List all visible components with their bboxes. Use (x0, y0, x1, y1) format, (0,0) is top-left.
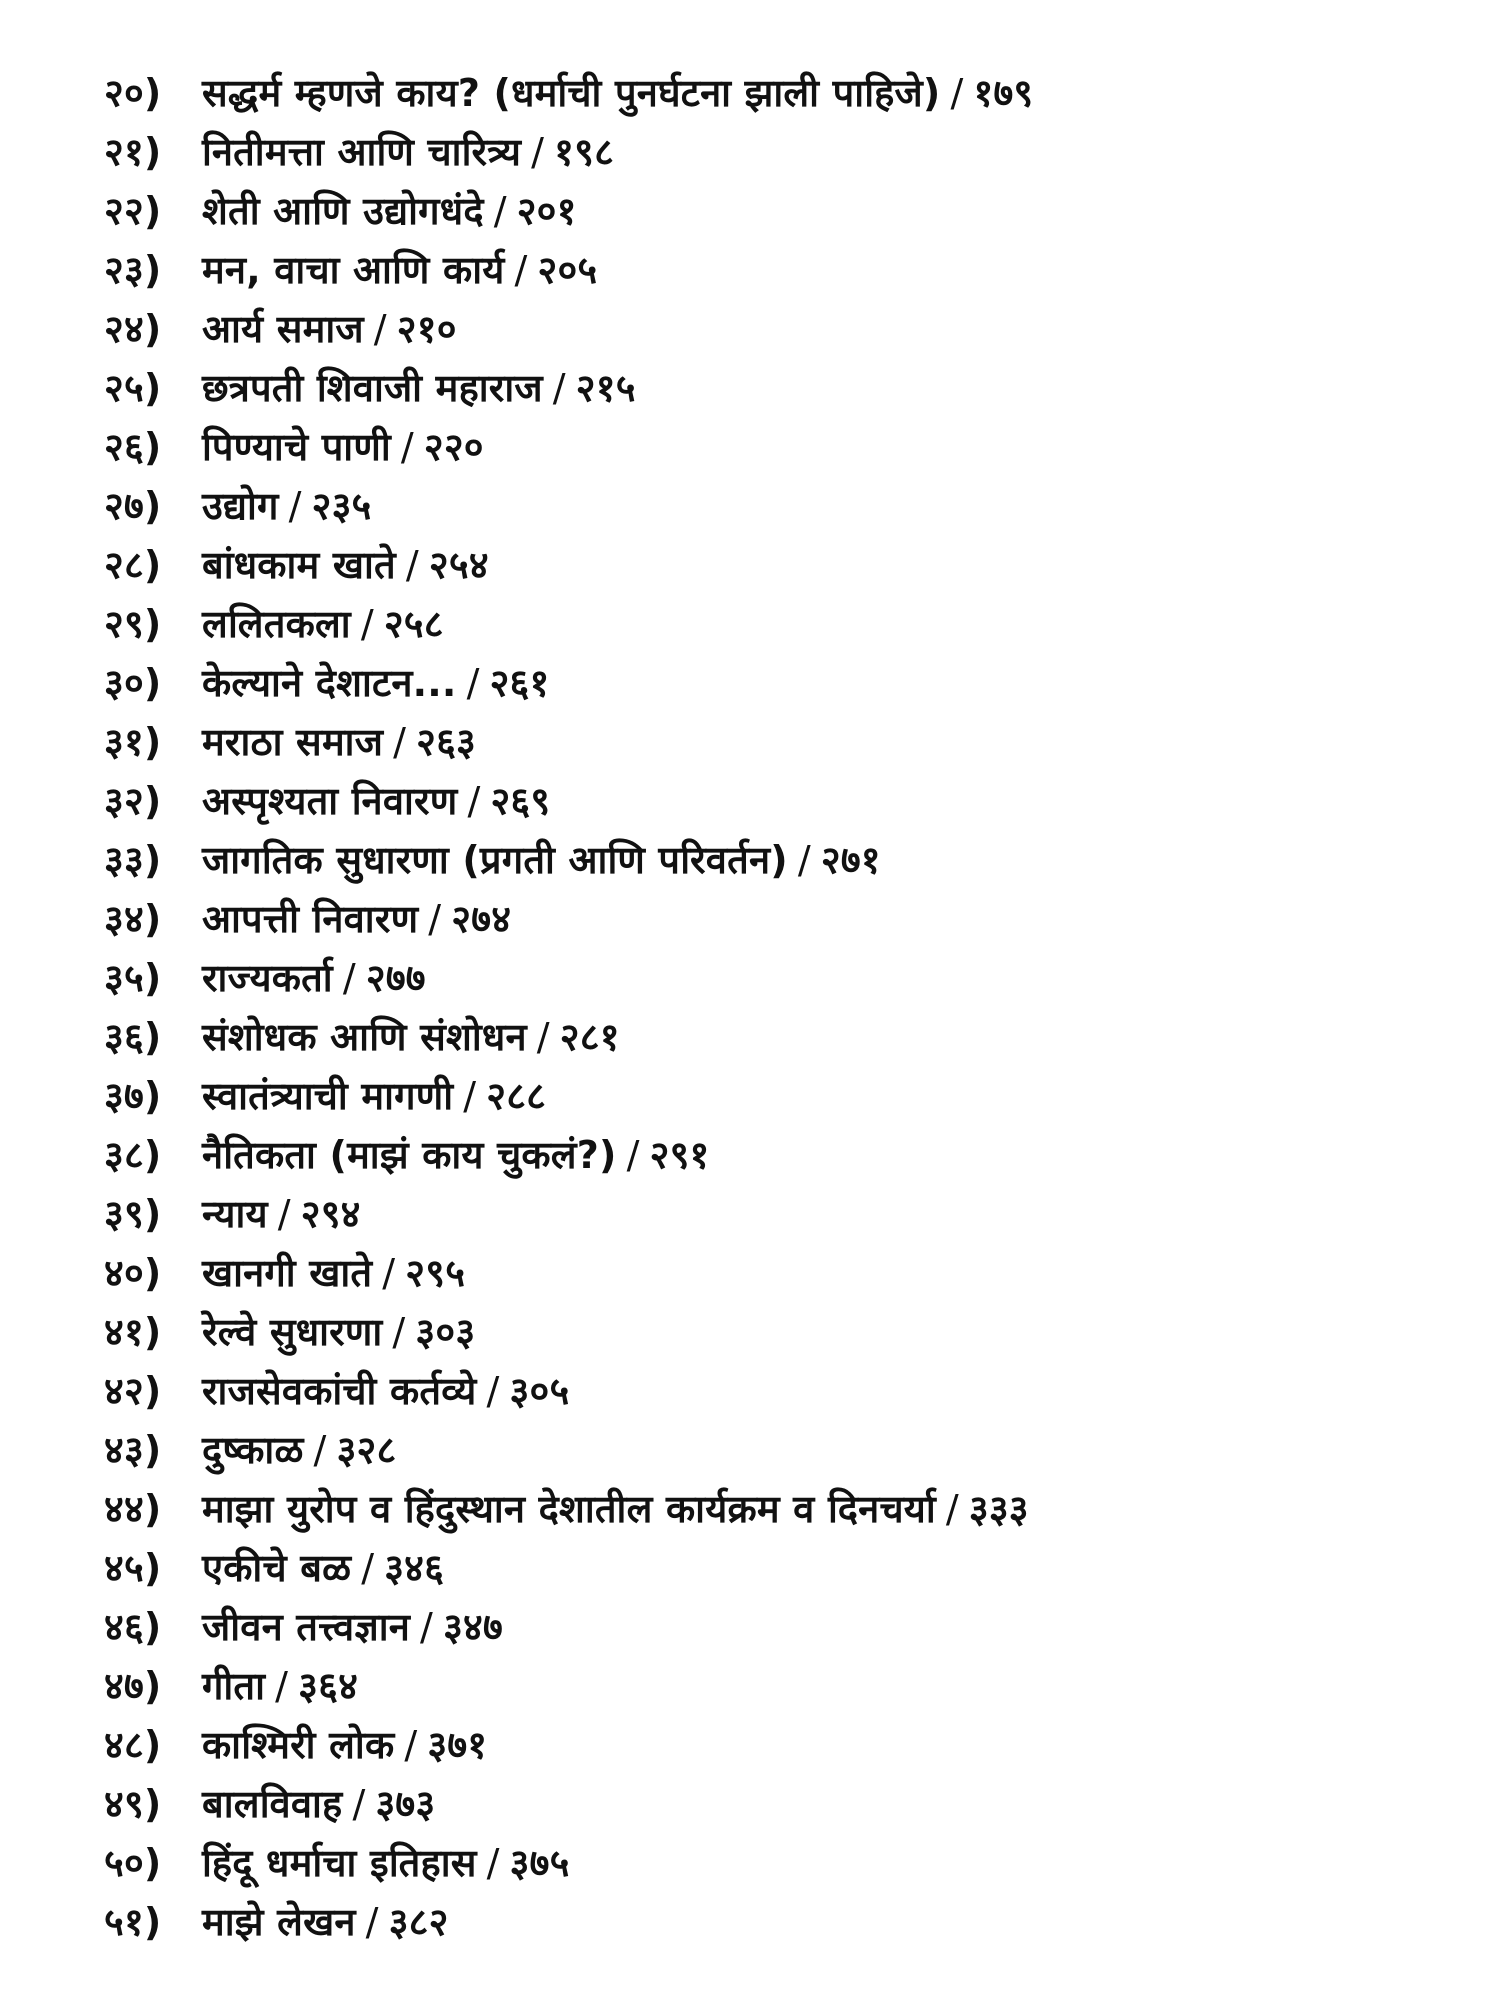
page-number: २७१ (820, 838, 881, 882)
chapter-title: केल्याने देशाटन... (202, 661, 457, 705)
page-separator: / (313, 1428, 327, 1472)
page-separator: / (536, 1015, 550, 1059)
chapter-title: नितीमत्ता आणि चारित्र्य (202, 130, 522, 174)
page-separator: / (950, 71, 964, 115)
chapter-title: राजसेवकांची कर्तव्ये (202, 1369, 477, 1413)
page-separator: / (400, 425, 414, 469)
chapter-title: रेल्वे सुधारणा (202, 1310, 383, 1354)
toc-entry (104, 597, 1444, 656)
page-separator: / (531, 130, 545, 174)
chapter-number: ३१) (104, 720, 162, 764)
toc-entry (104, 1010, 1444, 1069)
chapter-title: गीता (202, 1664, 266, 1708)
chapter-title: आर्य समाज (202, 307, 364, 351)
chapter-number: ३७) (104, 1074, 162, 1118)
chapter-title: नैतिकता (माझं काय चुकलं?) (202, 1133, 617, 1177)
toc-entry (104, 1187, 1444, 1246)
page-separator: / (797, 838, 811, 882)
page-number: २७७ (365, 956, 426, 1000)
chapter-number: ४२) (104, 1369, 162, 1413)
page-separator: / (486, 1841, 500, 1885)
chapter-number: ४९) (104, 1782, 162, 1826)
page-number: २७४ (451, 897, 512, 941)
page-separator: / (382, 1251, 396, 1295)
page-number: ३७१ (427, 1723, 488, 1767)
page-separator: / (288, 484, 302, 528)
chapter-number: ४३) (104, 1428, 162, 1472)
page-number: १९८ (554, 130, 615, 174)
page-number: ३७५ (509, 1841, 570, 1885)
page-separator: / (420, 1605, 434, 1649)
page-number: २९५ (405, 1251, 466, 1295)
chapter-title: एकीचे बळ (202, 1546, 352, 1590)
chapter-title: न्याय (202, 1192, 268, 1236)
chapter-number: २२) (104, 189, 162, 233)
chapter-title: सद्धर्म म्हणजे काय? (धर्माची पुनर्घटना झाली पाहिजे) (202, 71, 941, 115)
toc-entry (104, 1069, 1444, 1128)
chapter-number: ४८) (104, 1723, 162, 1767)
chapter-title: जागतिक सुधारणा (प्रगती आणि परिवर्तन) (202, 838, 788, 882)
chapter-number: २७) (104, 484, 162, 528)
page-number: २३५ (311, 484, 372, 528)
toc-entry (104, 833, 1444, 892)
page-separator: / (365, 1900, 379, 1944)
page-number: २६३ (416, 720, 477, 764)
page-separator: / (945, 1487, 959, 1531)
chapter-title: शेती आणि उद्योगधंदे (202, 189, 484, 233)
page-separator: / (361, 1546, 375, 1590)
page-number: ३०५ (509, 1369, 570, 1413)
toc-entry (104, 774, 1444, 833)
chapter-title: दुष्काळ (202, 1428, 304, 1472)
page-number: ३७३ (375, 1782, 436, 1826)
page-separator: / (393, 720, 407, 764)
chapter-number: ३४) (104, 897, 162, 941)
chapter-title: खानगी खाते (202, 1251, 373, 1295)
page-separator: / (405, 543, 419, 587)
toc-entry (104, 1305, 1444, 1364)
toc-entry (104, 184, 1444, 243)
chapter-number: ३९) (104, 1192, 162, 1236)
chapter-number: २१) (104, 130, 162, 174)
toc-entry (104, 243, 1444, 302)
page-separator: / (463, 1074, 477, 1118)
page-number: ३६४ (298, 1664, 359, 1708)
page-number: २८१ (559, 1015, 620, 1059)
chapter-number: २९) (104, 602, 162, 646)
toc-entry (104, 361, 1444, 420)
toc-entry (104, 1836, 1444, 1895)
page-separator: / (428, 897, 442, 941)
page-separator: / (486, 1369, 500, 1413)
toc-entry (104, 951, 1444, 1010)
table-of-contents (104, 66, 1444, 1954)
page-separator: / (360, 602, 374, 646)
toc-entry (104, 892, 1444, 951)
page-number: २८८ (486, 1074, 547, 1118)
toc-entry (104, 420, 1444, 479)
chapter-number: २४) (104, 307, 162, 351)
page-separator: / (392, 1310, 406, 1354)
toc-entry (104, 656, 1444, 715)
chapter-title: पिण्याचे पाणी (202, 425, 391, 469)
chapter-title: जीवन तत्त्वज्ञान (202, 1605, 411, 1649)
page-number: २१० (396, 307, 457, 351)
toc-entry (104, 538, 1444, 597)
toc-entry (104, 1128, 1444, 1187)
chapter-number: ४६) (104, 1605, 162, 1649)
chapter-title: मराठा समाज (202, 720, 384, 764)
toc-entry (104, 1541, 1444, 1600)
chapter-number: ५०) (104, 1841, 162, 1885)
chapter-title: संशोधक आणि संशोधन (202, 1015, 527, 1059)
page-number: २१५ (575, 366, 636, 410)
toc-entry (104, 66, 1444, 125)
toc-entry (104, 1423, 1444, 1482)
page-separator: / (626, 1133, 640, 1177)
page-number: २९४ (300, 1192, 361, 1236)
toc-entry (104, 302, 1444, 361)
chapter-number: २५) (104, 366, 162, 410)
chapter-number: ४०) (104, 1251, 162, 1295)
chapter-number: ३२) (104, 779, 162, 823)
chapter-number: २६) (104, 425, 162, 469)
page-number: २६१ (489, 661, 550, 705)
chapter-number: ३६) (104, 1015, 162, 1059)
chapter-title: राज्यकर्ता (202, 956, 333, 1000)
page-number: ३३३ (968, 1487, 1029, 1531)
toc-entry (104, 1777, 1444, 1836)
page-number: २०५ (537, 248, 598, 292)
chapter-number: ४७) (104, 1664, 162, 1708)
page-number: १७९ (973, 71, 1034, 115)
page-number: २९१ (649, 1133, 710, 1177)
page-separator: / (373, 307, 387, 351)
chapter-title: मन, वाचा आणि कार्य (202, 248, 505, 292)
chapter-number: ३५) (104, 956, 162, 1000)
chapter-title: स्वातंत्र्याची मागणी (202, 1074, 454, 1118)
page-separator: / (404, 1723, 418, 1767)
chapter-number: ४५) (104, 1546, 162, 1590)
page-number: ३२८ (336, 1428, 397, 1472)
toc-entry (104, 1364, 1444, 1423)
page-separator: / (342, 956, 356, 1000)
toc-entry (104, 1895, 1444, 1954)
chapter-title: छत्रपती शिवाजी महाराज (202, 366, 543, 410)
toc-entry (104, 125, 1444, 184)
page-number: ३८२ (388, 1900, 449, 1944)
toc-entry (104, 1482, 1444, 1541)
page-separator: / (493, 189, 507, 233)
toc-entry (104, 1246, 1444, 1305)
page-separator: / (467, 779, 481, 823)
page-separator: / (514, 248, 528, 292)
chapter-number: ३८) (104, 1133, 162, 1177)
page-number: ३४६ (384, 1546, 445, 1590)
chapter-title: आपत्ती निवारण (202, 897, 419, 941)
toc-entry (104, 1600, 1444, 1659)
page-separator: / (552, 366, 566, 410)
page-number: ३४७ (443, 1605, 503, 1649)
toc-entry (104, 1718, 1444, 1777)
chapter-number: २३) (104, 248, 162, 292)
chapter-number: ५१) (104, 1900, 162, 1944)
chapter-number: २८) (104, 543, 162, 587)
toc-entry (104, 1659, 1444, 1718)
page-number: २६९ (490, 779, 551, 823)
chapter-title: माझा युरोप व हिंदुस्थान देशातील कार्यक्रम व दिनचर्या (202, 1487, 936, 1531)
chapter-title: अस्पृश्यता निवारण (202, 779, 458, 823)
chapter-title: काश्मिरी लोक (202, 1723, 395, 1767)
chapter-number: ४१) (104, 1310, 162, 1354)
chapter-number: ३०) (104, 661, 162, 705)
page-separator: / (275, 1664, 289, 1708)
page-number: २२० (423, 425, 484, 469)
toc-entry (104, 715, 1444, 774)
chapter-number: ३३) (104, 838, 162, 882)
chapter-title: उद्योग (202, 484, 279, 528)
page-number: २५४ (428, 543, 489, 587)
chapter-number: ४४) (104, 1487, 162, 1531)
chapter-title: हिंदू धर्माचा इतिहास (202, 1841, 477, 1885)
chapter-title: ललितकला (202, 602, 351, 646)
page-separator: / (277, 1192, 291, 1236)
page-number: २५८ (383, 602, 444, 646)
page-separator: / (352, 1782, 366, 1826)
chapter-title: माझे लेखन (202, 1900, 356, 1944)
toc-entry (104, 479, 1444, 538)
page-separator: / (466, 661, 480, 705)
chapter-title: बांधकाम खाते (202, 543, 396, 587)
chapter-number: २०) (104, 71, 162, 115)
page-number: २०१ (516, 189, 577, 233)
page-number: ३०३ (415, 1310, 476, 1354)
chapter-title: बालविवाह (202, 1782, 343, 1826)
